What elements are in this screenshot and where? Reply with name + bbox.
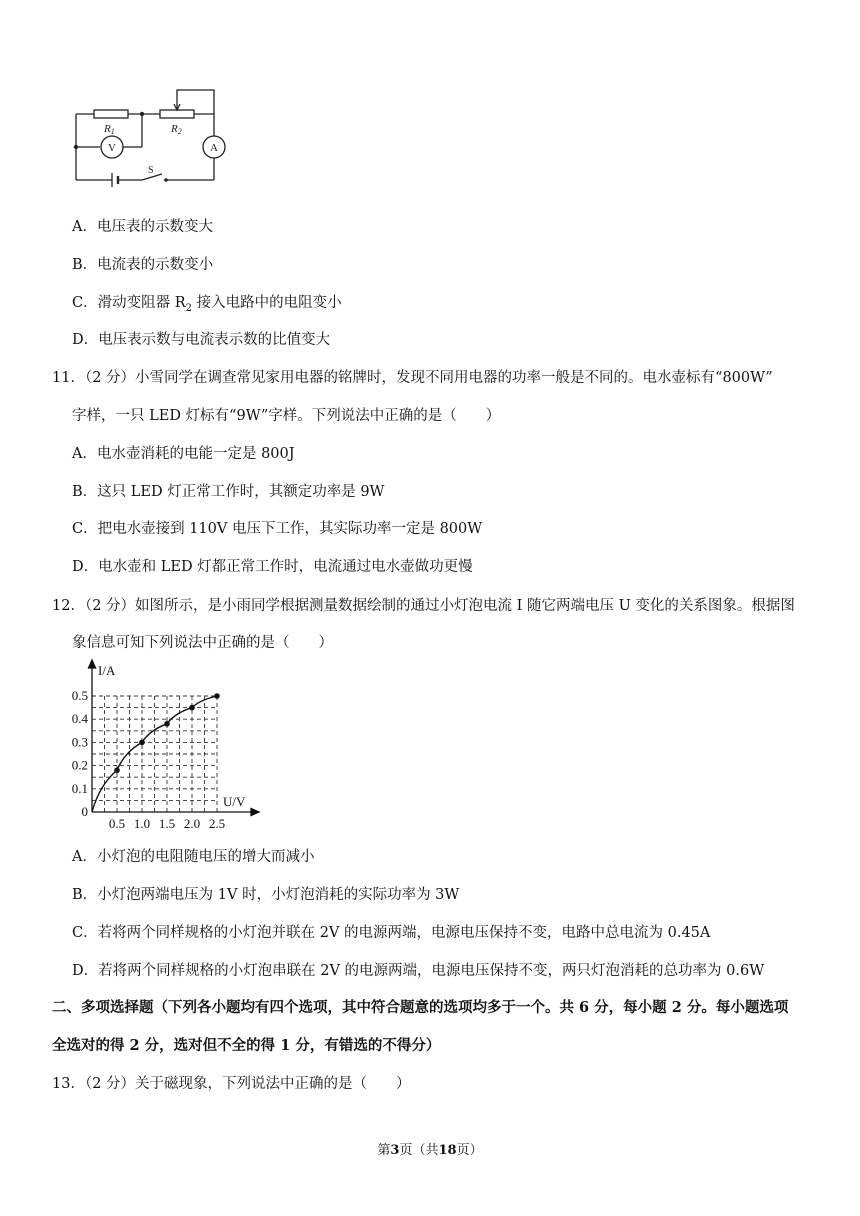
- q13-stem-line1: 13．（2 分）关于磁现象，下列说法中正确的是（ ）: [52, 1076, 411, 1092]
- data-point: [214, 693, 220, 699]
- x-tick-label: 0.5: [108, 816, 126, 831]
- q10-option-c: C．滑动变阻器 $R_2$ 接入电路中的电阻变小: [72, 295, 342, 314]
- circuit-diagram: [70, 84, 230, 192]
- q12-option-d: D．若将两个同样规格的小灯泡串联在 2V 的电源两端，电源电压保持不变，两只灯泡消耗的总功率为 0.6W: [72, 963, 765, 979]
- q12-option-a: A．小灯泡的电阻随电压的增大而减小: [72, 849, 315, 865]
- voltmeter-label: V: [108, 142, 116, 154]
- y-tick-label: 0.3: [71, 734, 88, 750]
- data-point: [114, 767, 120, 773]
- q11-option-b: B．这只 LED 灯正常工作时，其额定功率是 9W: [72, 484, 385, 500]
- section2-heading-line1: 二、多项选择题（下列各小题均有四个选项，其中符合题意的选项均多于一个。共 6 分，每小题 2 分。每小题选项: [52, 999, 789, 1016]
- x-axis-label: U/V: [223, 794, 246, 809]
- r1-label: R1: [104, 123, 115, 136]
- iu-chart: [62, 658, 262, 832]
- x-tick-label: 1.5: [158, 816, 176, 831]
- q11-option-a: A．电水壶消耗的电能一定是 800J: [72, 446, 295, 462]
- section2-heading-line2: 全选对的得 2 分，选对但不全的得 1 分，有错选的不得分）: [52, 1037, 441, 1054]
- y-tick-label: 0.2: [71, 757, 88, 773]
- x-tick-label: 2.5: [208, 816, 226, 831]
- q11-option-d: D．电水壶和 LED 灯都正常工作时，电流通过电水壶做功更慢: [72, 559, 473, 575]
- y-tick-label: 0.4: [71, 711, 88, 727]
- ammeter-label: A: [210, 142, 218, 154]
- q10-option-d: D．电压表示数与电流表示数的比值变大: [72, 332, 331, 348]
- q11-stem-line2: 字样，一只 LED 灯标有“9W”字样。下列说法中正确的是（ ）: [72, 408, 501, 424]
- resistor-r1: [94, 110, 128, 118]
- y-tick-label: 0.1: [71, 780, 88, 796]
- q12-option-c: C．若将两个同样规格的小灯泡并联在 2V 的电源两端，电源电压保持不变，电路中总电流为 0.45A: [72, 925, 711, 941]
- q12-option-b: B．小灯泡两端电压为 1V 时，小灯泡消耗的实际功率为 3W: [72, 887, 460, 903]
- q11-option-c: C．把电水壶接到 110V 电压下工作，其实际功率一定是 800W: [72, 521, 483, 537]
- y-tick-label: 0.5: [71, 688, 88, 703]
- page-footer: 第3页（共18页）: [377, 1143, 483, 1158]
- q12-stem-line1: 12．（2 分）如图所示，是小雨同学根据测量数据绘制的通过小灯泡电流 I 随它两端电压 U 变化的关系图象。根据图: [52, 598, 795, 614]
- data-point: [189, 705, 195, 711]
- r2-label: R2: [171, 123, 182, 136]
- x-tick-label: 2.0: [183, 816, 201, 831]
- data-point: [139, 740, 145, 746]
- q10-option-a: A．电压表的示数变大: [72, 219, 213, 235]
- origin-label: 0: [81, 804, 88, 819]
- q10-option-b: B．电流表的示数变小: [72, 257, 214, 273]
- q12-stem-line2: 象信息可知下列说法中正确的是（ ）: [72, 635, 333, 651]
- q11-stem-line1: 11．（2 分）小雪同学在调查常见家用电器的铭牌时，发现不同用电器的功率一般是不同的。电水壶标有“800W”: [52, 370, 773, 386]
- x-tick-label: 1.0: [133, 816, 151, 831]
- y-axis-label: I/A: [98, 663, 116, 678]
- data-point: [164, 721, 170, 727]
- switch-label: S: [148, 165, 154, 176]
